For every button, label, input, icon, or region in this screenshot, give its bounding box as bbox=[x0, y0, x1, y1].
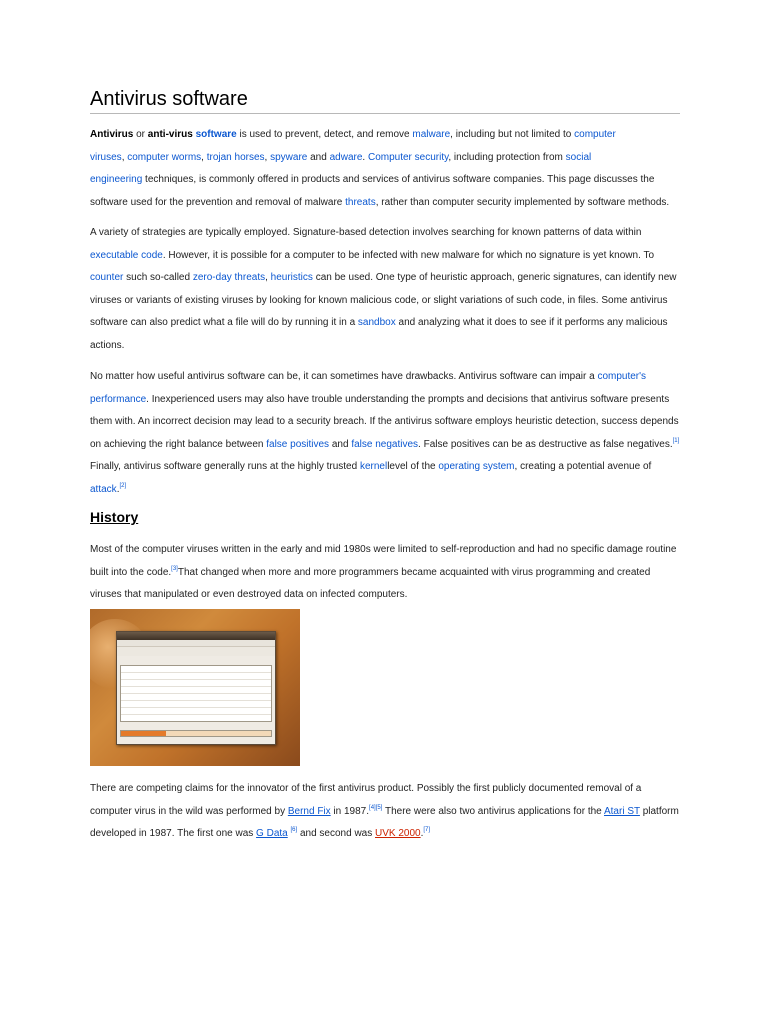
antivirus-screenshot-image bbox=[90, 609, 300, 766]
section-heading-history: History bbox=[90, 509, 139, 525]
link-executable-code[interactable]: executable code bbox=[90, 249, 163, 261]
link-spyware[interactable]: spyware bbox=[270, 151, 308, 163]
text: , creating a potential avenue of bbox=[514, 461, 652, 472]
paragraph-drawbacks bbox=[90, 366, 680, 501]
text: . bbox=[420, 828, 424, 839]
text: , bbox=[121, 151, 128, 163]
text: Most of the computer viruses written in the early and mid 1980s were limited to self-reproduction and had no specific damage routine built into the code. bbox=[90, 544, 677, 578]
citation-6[interactable]: [6] bbox=[290, 827, 298, 833]
text: can be used. One type of heuristic approach, generic signatures, can identify new viruses or variants of existing viruses by looking for known malicious code, or slight variations of such code, in files. Some antivirus software can also predict what a file will do by running it in a bbox=[90, 272, 677, 328]
link-attack[interactable]: attack bbox=[90, 483, 117, 495]
text: in 1987. bbox=[330, 805, 370, 817]
link-malware[interactable]: malware bbox=[412, 129, 451, 140]
text: and analyzing what it does to see if it performs any malicious actions. bbox=[90, 317, 668, 351]
link-uvk-2000[interactable]: UVK 2000 bbox=[375, 828, 421, 839]
link-g-data[interactable]: G Data bbox=[256, 828, 288, 839]
text: No matter how useful antivirus software can be, it can sometimes have drawbacks. Antivirus software can impair a bbox=[90, 371, 598, 382]
link-bernd-fix[interactable]: Bernd Fix bbox=[287, 805, 331, 817]
link-trojan-horses[interactable]: trojan horses bbox=[206, 151, 265, 163]
text: , bbox=[201, 151, 207, 163]
paragraph-history-1 bbox=[90, 539, 680, 607]
text: techniques, is commonly offered in products and services of antivirus software companies. This page discusses the software used for the prevention and removal of malware bbox=[90, 174, 655, 208]
citation-7[interactable]: [7] bbox=[423, 827, 431, 833]
link-heuristics[interactable]: heuristics bbox=[270, 272, 313, 283]
text: , bbox=[264, 151, 271, 163]
text: There were also two antivirus applications for the bbox=[382, 805, 604, 817]
text: . However, it is possible for a computer to be infected with new malware for which no signature is yet known. To bbox=[162, 249, 655, 261]
term-antivirus: Antivirus bbox=[90, 129, 134, 140]
paragraph-strategies bbox=[90, 222, 680, 357]
text: , bbox=[265, 272, 271, 283]
link-false-negatives[interactable]: false negatives bbox=[351, 438, 419, 450]
text: There are competing claims for the innovator of the first antivirus product. Possibly the first publicly documented removal of a computer virus in the wild was performed by bbox=[90, 783, 642, 817]
link-zero-day-threats[interactable]: zero-day threats bbox=[192, 272, 266, 283]
citation-4-5[interactable]: [4][5] bbox=[369, 804, 383, 811]
link-viruses[interactable]: viruses bbox=[90, 151, 122, 163]
link-computer-security[interactable]: Computer security bbox=[367, 151, 449, 163]
text: , including protection from bbox=[448, 151, 566, 163]
text: is used to prevent, detect, and remove bbox=[236, 129, 413, 140]
text: , rather than computer security implemented by software methods. bbox=[375, 196, 670, 208]
citation-2[interactable]: [2] bbox=[119, 482, 127, 489]
link-software[interactable]: software bbox=[195, 129, 237, 140]
text: and bbox=[329, 438, 352, 450]
text: or bbox=[133, 129, 148, 140]
text: and bbox=[307, 151, 330, 163]
link-computer[interactable]: computer bbox=[574, 129, 616, 140]
page-title: Antivirus software bbox=[90, 88, 680, 114]
term-anti-virus: anti-virus bbox=[147, 129, 193, 140]
text: Finally, antivirus software generally runs at the highly trusted bbox=[90, 461, 360, 472]
text: . bbox=[116, 483, 120, 495]
link-computers-performance[interactable]: computer's performance bbox=[90, 371, 647, 405]
scanner-window-icon bbox=[116, 631, 276, 745]
text: A variety of strategies are typically employed. Signature-based detection involves searching for known patterns of data within bbox=[90, 227, 642, 238]
citation-1[interactable]: [1] bbox=[672, 437, 680, 444]
text: . bbox=[362, 151, 368, 163]
text: level of the bbox=[387, 461, 439, 472]
link-social[interactable]: social bbox=[565, 151, 592, 163]
text: such so-called bbox=[123, 272, 193, 283]
link-adware[interactable]: adware bbox=[329, 151, 363, 163]
link-computer-worms[interactable]: computer worms bbox=[127, 151, 202, 163]
link-atari-st[interactable]: Atari ST bbox=[603, 805, 640, 817]
link-false-positives[interactable]: false positives bbox=[266, 438, 330, 450]
link-sandbox[interactable]: sandbox bbox=[357, 317, 396, 328]
paragraph-intro bbox=[90, 124, 680, 214]
text: and second was bbox=[297, 828, 376, 839]
link-counter[interactable]: counter bbox=[90, 272, 124, 283]
text: platform developed in 1987. The first one was bbox=[90, 805, 679, 839]
citation-3[interactable]: [3] bbox=[171, 565, 178, 572]
link-kernel[interactable]: kernel bbox=[359, 461, 388, 472]
text: . False positives can be as destructive as false negatives. bbox=[418, 438, 673, 450]
text: , including but not limited to bbox=[450, 129, 575, 140]
link-threats[interactable]: threats bbox=[345, 196, 376, 208]
link-operating-system[interactable]: operating system bbox=[438, 461, 515, 472]
link-engineering[interactable]: engineering bbox=[90, 174, 143, 185]
text: That changed when more and more programmers became acquainted with virus programming and created viruses that manipulated or even destroyed data on infected computers. bbox=[90, 566, 651, 600]
text: . Inexperienced users may also have trouble understanding the prompts and decisions that antivirus software presents them with. An incorrect decision may lead to a security breach. If the antivirus software employs heuristic detection, success depends on achieving the right balance between bbox=[90, 393, 679, 450]
paragraph-history-2 bbox=[90, 778, 680, 846]
